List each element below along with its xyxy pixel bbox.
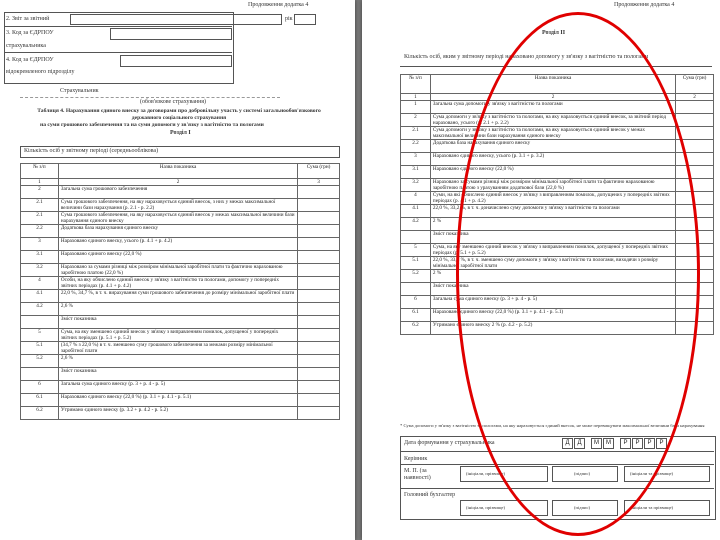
row-sum-cell[interactable] — [298, 316, 340, 329]
table-header-nums: 1 2 3 — [21, 179, 340, 186]
table-row — [401, 218, 714, 231]
row-indicator-name: 22,0 %, 33,2 %, в т. ч. доначислено суму допомоги у зв'язку з вагітністю та пологами — [430, 205, 675, 218]
row-sum-cell[interactable] — [298, 407, 340, 420]
row-number: 1 — [401, 101, 431, 114]
table-row — [21, 277, 340, 290]
table-row — [21, 225, 340, 238]
row-sum-cell[interactable] — [298, 186, 340, 199]
row-sum-cell[interactable] — [676, 192, 714, 205]
row-sum-cell[interactable] — [298, 329, 340, 342]
header-sum: Сума (грн) — [298, 164, 340, 179]
table-section-1 — [20, 163, 340, 420]
row-indicator-name: Нараховано за сумами різниці між розміром мінімальної заробітної плати та фактично нарахованою заробітною платою з урахуванням додаткової бази (22,0 %) — [430, 179, 675, 192]
row-number: 6 — [21, 381, 59, 394]
row-sum-cell[interactable] — [676, 231, 714, 244]
row-number: 3.2 — [21, 264, 59, 277]
row-sum-cell[interactable] — [676, 114, 714, 127]
row-indicator-name: Нараховано за сумами різниці між розміром мінімальної заробітної плати та фактично нарахованою заробітною платою (22,0 %) — [58, 264, 297, 277]
header-field-edrpou-branch: 4. Код за ЄДРПОУ — [6, 57, 54, 63]
row-sum-cell[interactable] — [676, 166, 714, 179]
row-number: 6.1 — [401, 309, 431, 322]
row-indicator-name: Особи, на яку обчислено єдиний внесок у зв'язку з вагітністю та пологами, допомогу у попередніх звітних періодах (р. 4.1 + р. 4.2) — [58, 277, 297, 290]
row-indicator-name: Зміст показника — [58, 316, 297, 329]
row-sum-cell[interactable] — [298, 238, 340, 251]
table-row — [401, 270, 714, 283]
row-sum-cell[interactable] — [298, 355, 340, 368]
table-row — [21, 303, 340, 316]
row-sum-cell[interactable] — [298, 251, 340, 264]
row-number: 6 — [401, 296, 431, 309]
row-indicator-name: Зміст показника — [58, 368, 297, 381]
sub-caption: (обов'язкове страхування) — [140, 99, 207, 105]
table-row — [21, 264, 340, 277]
row-indicator-name: Суми, на які обчислено єдиний внесок у зв'язку з виправленням помилок, допущених у попередніх звітних періодах (р. 4.1 + р. 4.2) — [430, 192, 675, 205]
row-sum-cell[interactable] — [676, 140, 714, 153]
date-input-boxes[interactable] — [562, 438, 668, 448]
row-number — [21, 368, 59, 381]
table-row — [401, 192, 714, 205]
row-sum-cell[interactable] — [676, 179, 714, 192]
table-row — [21, 394, 340, 407]
row-number: 3.1 — [21, 251, 59, 264]
table-row — [21, 368, 340, 381]
table-row — [401, 166, 714, 179]
row-sum-cell[interactable] — [298, 264, 340, 277]
date-char-box[interactable]: М — [603, 438, 614, 449]
row-number: 2.2 — [21, 225, 59, 238]
row-indicator-name: Сума, на яку зменшено єдиний внесок у зв'язку з виправленням помилок, допущеної у попередніх звітних періодах (р. 5.1 + р. 5.2) — [58, 329, 297, 342]
table-title-2: на суми грошового забезпечення та на суми допомоги у зв'язку з вагітністю та пологами — [40, 122, 264, 128]
row-indicator-name: Сума допомоги у зв'язку з вагітністю та пологами, на яку нараховується єдиний внесок, за звітний період нараховано, усього (р. 2.1 + р. 2.2) — [430, 114, 675, 127]
row-number: 6.2 — [21, 407, 59, 420]
table-row — [401, 231, 714, 244]
row-number — [401, 231, 431, 244]
section-title-right: Розділ II — [542, 30, 566, 36]
table-header-row — [21, 164, 340, 179]
header-name-right: Назва показника — [430, 75, 675, 94]
row-number: 2.2 — [401, 140, 431, 153]
date-char-box[interactable]: Р — [644, 438, 655, 449]
row-sum-cell[interactable] — [298, 381, 340, 394]
table-row — [21, 238, 340, 251]
period-input[interactable] — [70, 14, 282, 25]
document-page-left — [0, 0, 355, 540]
row-sum-cell[interactable] — [676, 218, 714, 231]
row-sum-cell[interactable] — [676, 205, 714, 218]
row-indicator-name: Зміст показника — [430, 231, 675, 244]
row-number: 5.2 — [21, 355, 59, 368]
row-indicator-name: Додаткова база нарахування єдиного внеску — [430, 140, 675, 153]
row-number: 5.1 — [401, 257, 431, 270]
table-row — [401, 179, 714, 192]
row-sum-cell[interactable] — [676, 244, 714, 257]
section-title-left: Розділ I — [170, 130, 191, 136]
date-char-box[interactable]: Д — [562, 438, 573, 449]
table-row — [21, 186, 340, 199]
document-page-right: Продовження додатка 4 Розділ II Кількість осіб, яким у звітному періоді нараховано допомогу у зв'язку з вагітністю та пологами № з/п Назва показника Сума (грн) 1 2 2 1 Загальна сума допомоги у зв'язку з вагітністю та пологами 2 Сума допомоги у зв'язку з вагітністю та пологами, на яку нараховується єдиний внесок, за звітний період нараховано, усього (р. 2.1 + р. 2.2) 2.1 Сума допомоги у зв'язку з вагітністю та пологами, на яку нараховується єдиний внесок у межах максимальної величини бази нарахування єдиного внеску 2.2 Додаткова база нарахування єдиного внеску 3 Нараховано єдиного внеску, усього (р. 3.1 + р. 3.2) 3.1 Нараховано єдиного внеску (22,0 %) 3.2 Нараховано за сумами різниці між розміром мінімальної заробітної плати та фактично нарахованою заробітною платою з урахуванням додаткової бази (22,0 %) 4 Суми, на які обчислено єдиний внесок у зв'язку з виправленням помилок, допущених у попередніх звітних періодах (р. 4.1 + р. 4.2) 4.1 22,0 %, 33,2 %, в т. ч. доначислено суму допомоги у зв'язку з вагітністю та пологами 4.2 2 % Зміст показника 5 Сума, на яку зменшено єдиний внесок у зв'язку з виправленням помилок, допущеної у попередніх звітних періодах (р. 5.1 + р. 5.2) 5.1 22,0 %, 33,2 %, в т. ч. зменшено суму допомоги у зв'язку з вагітністю та пологами, виходячи з розміру мінімальної заробітної плати 5.2 2 % Зміст показника 6 Загальна сума єдиного внеску (р. 3 + р. 4 - р. 5) 6.1 Нараховано єдиного внеску (22,0 %) (р. 3.1 + р. 4.1 - р. 5.1) 6.2 Утримано єдиного внеску 2 % (р. 4.2 - р. 5.2) * Сума допомоги у зв'язку з вагітністю та пологами, на яку нараховується єдиний внесок, не може перевищувати максимальної величини бази нарахування Дата формування у страхувальника Д Д М М Р Р Р Р Керівник М. П. (за наявності) Головний бухгалтер (ініціали, прізвище) (підпис) (ініціали та прізвище) (ініціали, прізвище) (підпис) (ініціали та прізвище) — [362, 0, 720, 540]
row-number: 5.1 — [21, 342, 59, 355]
row-indicator-name: Додаткова база нарахування єдиного внеску — [58, 225, 297, 238]
row-sum-cell[interactable] — [298, 277, 340, 290]
row-number: 4 — [21, 277, 59, 290]
row-indicator-name: Утримано єдиного внеску 2 % (р. 4.2 - р. 5.2) — [430, 322, 675, 335]
row-number: 6.1 — [21, 394, 59, 407]
date-char-box[interactable]: Д — [574, 438, 585, 449]
table-row — [401, 257, 714, 270]
table-row — [401, 153, 714, 166]
sub-title-right: Кількість осіб, яким у звітному періоді нараховано допомогу у зв'язку з вагітністю та пологами — [404, 54, 649, 60]
row-indicator-name: Нараховано єдиного внеску, усього (р. 3.1 + р. 3.2) — [430, 153, 675, 166]
row-sum-cell[interactable] — [676, 283, 714, 296]
table-header-row-right — [401, 75, 714, 94]
row-indicator-name: Нараховано єдиного внеску (22,0 %) (р. 3.1 + р. 4.1 - р. 5.1) — [430, 309, 675, 322]
row-number: 2.1 — [21, 199, 59, 212]
row-sum-cell[interactable] — [298, 303, 340, 316]
row-number: 3.1 — [401, 166, 431, 179]
branch-edrpou-input[interactable] — [120, 55, 232, 67]
header-field-report: 2. Звіт за звітний — [6, 16, 50, 22]
row-indicator-name: Нараховано єдиного внеску (22,0 %) — [58, 251, 297, 264]
signer-stamp: М. П. (за наявності) — [404, 468, 431, 481]
table-row — [401, 101, 714, 114]
year-input[interactable] — [294, 14, 316, 25]
continuation-note-left: Продовження додатка 4 — [248, 2, 309, 8]
header-sum-right: Сума (грн) — [676, 75, 714, 94]
row-sum-cell[interactable] — [298, 342, 340, 355]
row-number: 5.2 — [401, 270, 431, 283]
row-indicator-name: Сума, на яку зменшено єдиний внесок у зв'язку з виправленням помилок, допущеної у попередніх звітних періодах (р. 5.1 + р. 5.2) — [430, 244, 675, 257]
table-row — [21, 355, 340, 368]
row-number — [21, 316, 59, 329]
insurer-label: Страхувальник — [60, 88, 99, 94]
date-label: Дата формування у страхувальника — [404, 440, 495, 446]
header-field-edrpou: 3. Код за ЄДРПОУ — [6, 30, 54, 36]
row-sum-cell[interactable] — [676, 153, 714, 166]
table-row — [401, 205, 714, 218]
table-row — [401, 244, 714, 257]
table-row — [401, 322, 714, 335]
row-indicator-name: Загальна сума грошового забезпечення — [58, 186, 297, 199]
row-indicator-name: 2,6 % — [58, 355, 297, 368]
row-indicator-name: Нараховано єдиного внеску (22,0 %) — [430, 166, 675, 179]
table-row — [401, 127, 714, 140]
date-char-box[interactable]: Р — [656, 438, 667, 449]
row-indicator-name: 22,0 %, 34,7 %, в т. ч. вирахування суми грошового забезпечення до розміру мінімальної заробітної плати — [58, 290, 297, 303]
table-row — [21, 342, 340, 355]
row-indicator-name: Загальна сума допомоги у зв'язку з вагітністю та пологами — [430, 101, 675, 114]
edrpou-input[interactable] — [110, 28, 232, 40]
row-indicator-name: Нараховано єдиного внеску (22,0 %) (р. 3.1 + р. 4.1 - р. 5.1) — [58, 394, 297, 407]
footnote: * Сума допомоги у зв'язку з вагітністю та пологами, на яку нараховується єдиний внесок, не може перевищувати максимальної величини бази нарахування — [400, 423, 705, 428]
row-sum-cell[interactable] — [676, 322, 714, 335]
date-char-box[interactable]: Р — [620, 438, 631, 449]
row-sum-cell[interactable] — [676, 296, 714, 309]
row-number: 4.1 — [21, 290, 59, 303]
table-row — [21, 329, 340, 342]
date-char-box[interactable]: М — [591, 438, 602, 449]
table-row — [21, 381, 340, 394]
row-number: 4.2 — [401, 218, 431, 231]
row-number: 2.1 — [21, 212, 59, 225]
row-indicator-name: Сума допомоги у зв'язку з вагітністю та пологами, на яку нараховується єдиний внесок у межах максимальної величини бази нарахування єдиного внеску — [430, 127, 675, 140]
row-number: 6.2 — [401, 322, 431, 335]
signer-accountant: Головний бухгалтер — [404, 492, 456, 498]
table-title: Таблиця 4. Нарахування єдиного внеску за договорами про добровільну участь у системі загальнообов'язкового державного соціального страхування — [37, 108, 321, 121]
row-indicator-name: 2 % — [430, 218, 675, 231]
row-sum-cell[interactable] — [298, 394, 340, 407]
row-number: 2.1 — [401, 127, 431, 140]
row-indicator-name: Нараховано єдиного внеску, усього (р. 4.1 + р. 4.2) — [58, 238, 297, 251]
header-num-right: № з/п — [401, 75, 431, 94]
row-indicator-name: 2,6 % — [58, 303, 297, 316]
row-sum-cell[interactable] — [298, 290, 340, 303]
row-indicator-name: Утримано єдиного внеску (р. 3.2 + р. 4.2 - р. 5.2) — [58, 407, 297, 420]
sub-title-left: Кількість осіб у звітному періоді (середньооблікова) — [24, 148, 159, 154]
row-number: 2 — [21, 186, 59, 199]
period-label: рік — [285, 16, 293, 22]
header-name: Назва показника — [58, 164, 297, 179]
header-field-branch-note: відокремленого підрозділу — [6, 69, 75, 75]
row-sum-cell[interactable] — [298, 212, 340, 225]
row-indicator-name: Загальна сума єдиного внеску (р. 3 + р. 4 - р. 5) — [58, 381, 297, 394]
row-sum-cell[interactable] — [676, 309, 714, 322]
row-number — [401, 283, 431, 296]
date-char-box[interactable]: Р — [632, 438, 643, 449]
table-section-2 — [400, 74, 714, 335]
row-number: 4.1 — [401, 205, 431, 218]
signer-director: Керівник — [404, 456, 428, 462]
row-sum-cell[interactable] — [298, 368, 340, 381]
row-sum-cell[interactable] — [298, 225, 340, 238]
row-indicator-name: Сума грошового забезпечення, на яку нараховується єдиний внесок у межах максимальної величини бази нарахування єдиного внеску — [58, 212, 297, 225]
header-num: № з/п — [21, 164, 59, 179]
row-number: 2 — [401, 114, 431, 127]
table-row — [401, 140, 714, 153]
table-row — [401, 309, 714, 322]
row-sum-cell[interactable] — [676, 270, 714, 283]
row-indicator-name: Загальна сума єдиного внеску (р. 3 + р. 4 - р. 5) — [430, 296, 675, 309]
row-indicator-name: (34,7 % з 22,0 %) в т. ч. зменшено суму грошового забезпечення за межами розміру мінімальної заробітної плати — [58, 342, 297, 355]
row-sum-cell[interactable] — [298, 199, 340, 212]
table-row — [21, 251, 340, 264]
row-sum-cell[interactable] — [676, 257, 714, 270]
table-row — [21, 290, 340, 303]
table-row — [21, 407, 340, 420]
row-number: 5 — [21, 329, 59, 342]
header-field-edrpou-note: страхувальника — [6, 43, 46, 49]
row-indicator-name: Зміст показника — [430, 283, 675, 296]
table-header-nums-right: 1 2 2 — [401, 94, 714, 101]
table-row — [21, 316, 340, 329]
continuation-note-right: Продовження додатка 4 — [614, 2, 675, 8]
row-indicator-name: Сума грошового забезпечення, на яку нараховується єдиний внесок, з них у межах максимальної величини бази нарахування (р. 2.1 - р. 2.2) — [58, 199, 297, 212]
row-sum-cell[interactable] — [676, 127, 714, 140]
row-number: 4.2 — [21, 303, 59, 316]
row-sum-cell[interactable] — [676, 101, 714, 114]
table-row — [401, 296, 714, 309]
table-row — [21, 212, 340, 225]
table-row — [401, 283, 714, 296]
row-number: 3 — [401, 153, 431, 166]
row-number: 5 — [401, 244, 431, 257]
row-number: 4 — [401, 192, 431, 205]
row-number: 3.2 — [401, 179, 431, 192]
row-indicator-name: 22,0 %, 33,2 %, в т. ч. зменшено суму допомоги у зв'язку з вагітністю та пологами, виходячи з розміру мінімальної заробітної плати — [430, 257, 675, 270]
row-indicator-name: 2 % — [430, 270, 675, 283]
table-row — [21, 199, 340, 212]
row-number: 3 — [21, 238, 59, 251]
table-row — [401, 114, 714, 127]
